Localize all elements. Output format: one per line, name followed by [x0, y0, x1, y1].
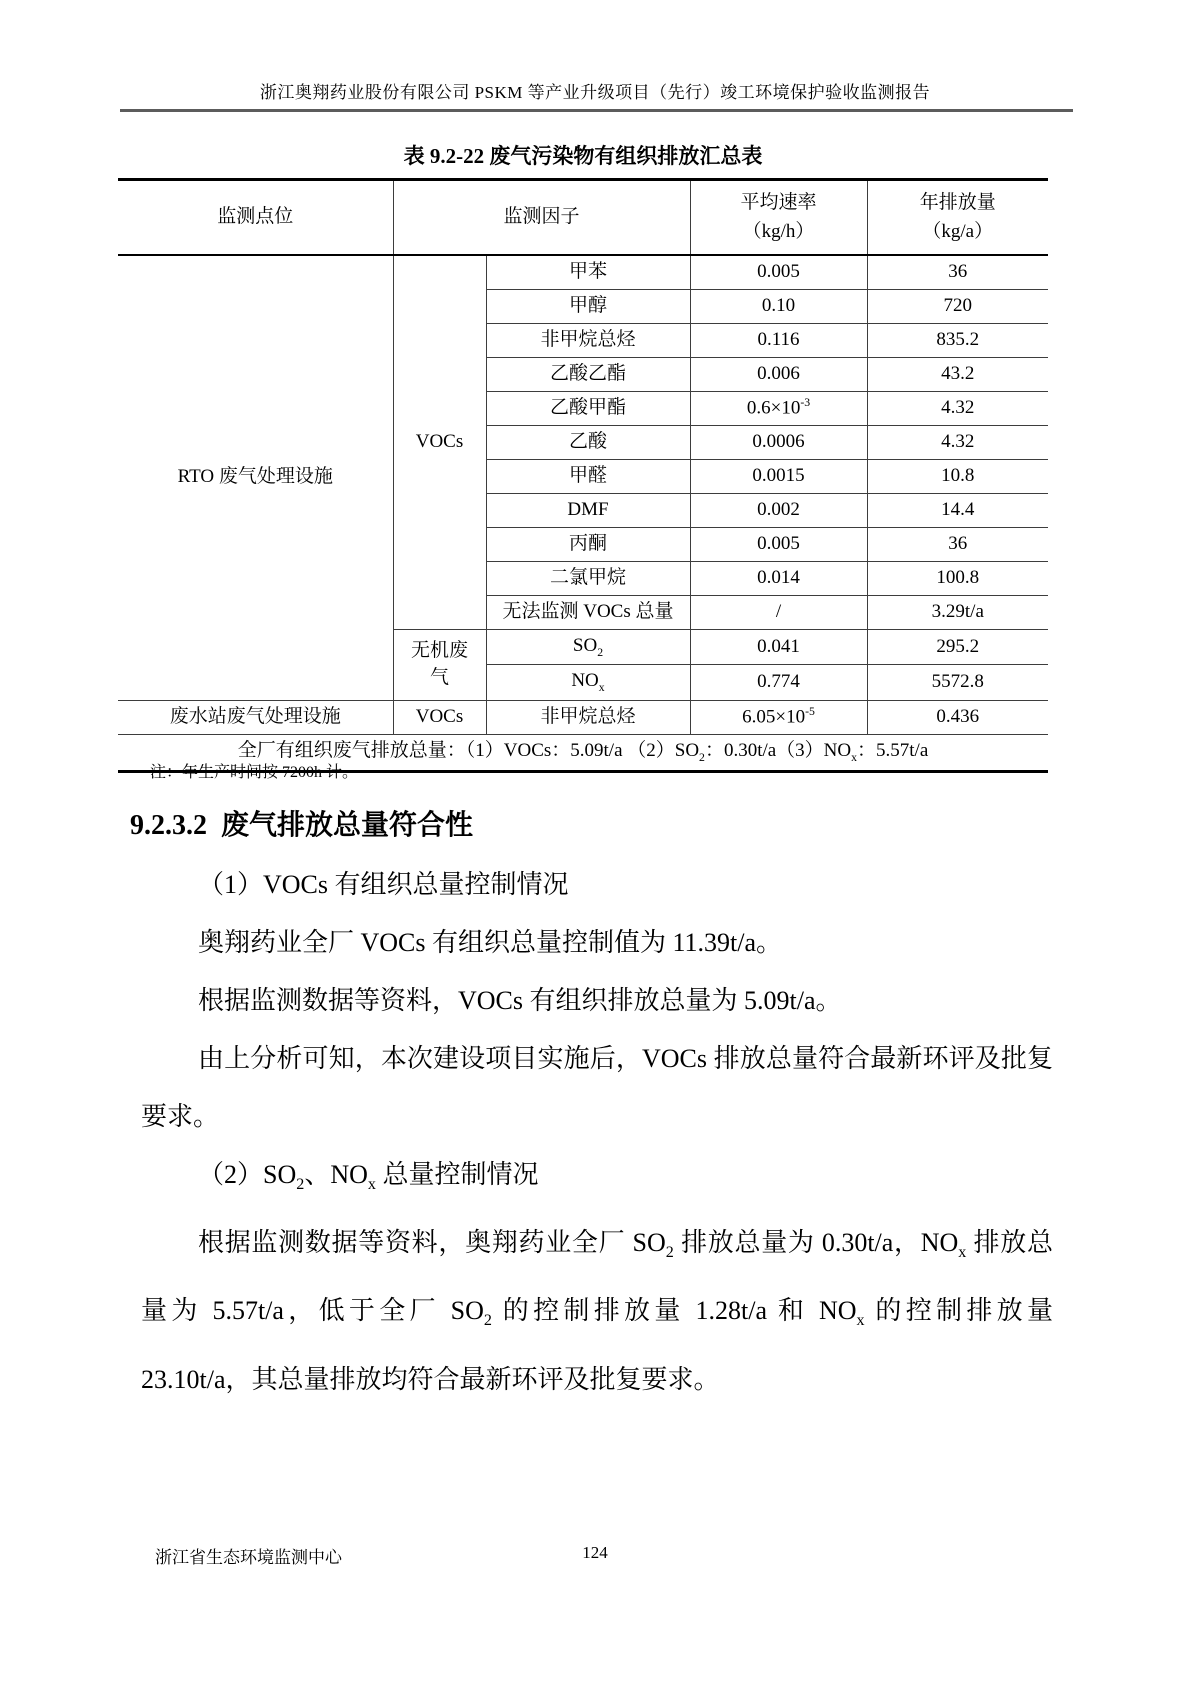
table-row — [118, 255, 1048, 289]
factor-cell: $NO_x$ — [486, 665, 690, 701]
annual-cell: 4.32 — [867, 426, 1048, 460]
factor-cell: 无法监测 VOCs 总量 — [486, 595, 690, 629]
paragraph: 由上分析可知，本次建设项目实施后，VOCs 排放总量符合最新环评及批复要求。 — [141, 1044, 1053, 1131]
annual-cell: 3.29t/a — [867, 595, 1048, 629]
exponent: -5 — [805, 704, 815, 718]
rate-cell: $6.05\times 10^{-5}$ — [690, 700, 867, 734]
factor-cell: 甲醛 — [486, 460, 690, 494]
rate-cell: 0.005 — [690, 527, 867, 561]
rate-cell: 0.116 — [690, 323, 867, 357]
subscript: x — [851, 750, 858, 764]
exponent: -3 — [800, 395, 811, 409]
annual-cell: 10.8 — [867, 460, 1048, 494]
factor-cell: 非甲烷总烃 — [486, 700, 690, 734]
subscript: x — [856, 1312, 865, 1330]
subscript: 2 — [597, 645, 604, 659]
factor-cell: DMF — [486, 493, 690, 527]
subscript: x — [367, 1176, 376, 1194]
col-header-annual — [867, 180, 1048, 255]
footer-organization: 浙江省生态环境监测中心 — [155, 1548, 342, 1567]
factor-cell: $SO_2$ — [486, 629, 690, 665]
paragraph: 奥翔药业全厂 VOCs 有组织总量控制值为 11.39t/a。 — [198, 928, 783, 957]
annual-cell: 100.8 — [867, 561, 1048, 595]
annual-cell: 4.32 — [867, 391, 1048, 425]
emissions-table — [118, 178, 1048, 773]
factor-cell: 乙酸乙酯 — [486, 357, 690, 391]
rate-cell: / — [690, 595, 867, 629]
subscript: x — [598, 681, 605, 695]
annual-cell: 36 — [867, 527, 1048, 561]
paragraph: （1）VOCs 有组织总量控制情况 — [198, 870, 569, 899]
page-number: 124 — [582, 1543, 608, 1562]
rate-cell: 0.041 — [690, 629, 867, 665]
rate-cell: 0.002 — [690, 493, 867, 527]
category-cell-vocs: VOCs — [393, 700, 486, 734]
site-cell-wastewater: 废水站废气处理设施 — [118, 700, 393, 734]
subscript: 2 — [296, 1176, 305, 1194]
annual-cell: 5572.8 — [867, 665, 1048, 701]
factor-cell: 甲苯 — [486, 255, 690, 289]
annual-cell: 14.4 — [867, 493, 1048, 527]
section-title: 废气排放总量符合性 — [221, 810, 474, 841]
annual-cell: 720 — [867, 289, 1048, 323]
col-header-site: 监测点位 — [118, 180, 393, 255]
annual-cell: 36 — [867, 255, 1048, 289]
factor-cell: 丙酮 — [486, 527, 690, 561]
rate-cell: 0.0015 — [690, 460, 867, 494]
rate-cell: 0.006 — [690, 357, 867, 391]
table-header-row — [118, 180, 1048, 255]
annual-cell: 0.436 — [867, 700, 1048, 734]
col-header-factor: 监测因子 — [393, 180, 690, 255]
rate-cell: 0.774 — [690, 665, 867, 701]
paragraph: $(2)SO_2$、$NO_x$ 总量控制情况 — [198, 1160, 539, 1194]
paragraph: 根据监测数据等资料，奥翔药业全厂 $SO_2$ 排放总量为 0.30t/a，$NO_x$ 排放总量为 5.57t/a，低于全厂 $SO_2$ 的控制排放量 1.28t/a 和 $NO_x$ 的控制排放量 23.10t/a，其总量排放均符合最新环评及批复要求。 — [141, 1228, 1053, 1394]
factor-cell: 乙酸 — [486, 426, 690, 460]
table-title: 表 9.2-22 废气污染物有组织排放汇总表 — [403, 144, 763, 168]
factor-cell: 二氯甲烷 — [486, 561, 690, 595]
col-header-annual-line1: 年排放量 — [919, 192, 996, 213]
col-header-rate-line1: 平均速率 — [740, 192, 817, 213]
col-header-rate — [690, 180, 867, 255]
paragraph: 根据监测数据等资料，VOCs 有组织排放总量为 5.09t/a。 — [198, 986, 842, 1015]
annual-cell: 295.2 — [867, 629, 1048, 665]
rate-cell: 0.005 — [690, 255, 867, 289]
section-heading — [130, 803, 473, 843]
page-header: 浙江奥翔药业股份有限公司 PSKM 等产业升级项目（先行）竣工环境保护验收监测报告 — [259, 83, 931, 102]
subscript: 2 — [665, 1244, 674, 1262]
subscript: 2 — [699, 750, 705, 764]
annual-cell: 835.2 — [867, 323, 1048, 357]
section-number: 9.2.3.2 — [130, 810, 207, 841]
col-header-rate-line2: （kg/h） — [742, 221, 815, 243]
table-row — [118, 700, 1048, 734]
rate-cell: 0.014 — [690, 561, 867, 595]
factor-cell: 甲醇 — [486, 289, 690, 323]
table-note: 注：年生产时间按 7200h 计。 — [150, 764, 359, 781]
rate-cell: 0.10 — [690, 289, 867, 323]
annual-cell: 43.2 — [867, 357, 1048, 391]
category-cell-inorganic: 无机废气 — [393, 629, 486, 700]
factor-cell: 乙酸甲酯 — [486, 391, 690, 425]
site-cell-rto: RTO 废气处理设施 — [118, 255, 393, 701]
body-text — [141, 856, 1053, 1409]
subscript: 2 — [483, 1312, 492, 1330]
total-emissions-cell: 全厂有组织废气排放总量：（1）VOCs：5.09t/a $(2)SO_2$：$0.30t/a(3)NO_x$：5.57t/a — [237, 740, 929, 764]
category-cell-vocs: VOCs — [393, 255, 486, 629]
header-rule — [120, 109, 1073, 112]
subscript: x — [958, 1244, 967, 1262]
rate-cell: 0.0006 — [690, 426, 867, 460]
rate-cell: $0.6\times 10^{-3}$ — [690, 391, 867, 425]
factor-cell: 非甲烷总烃 — [486, 323, 690, 357]
col-header-annual-line2: （kg/a） — [922, 221, 994, 243]
